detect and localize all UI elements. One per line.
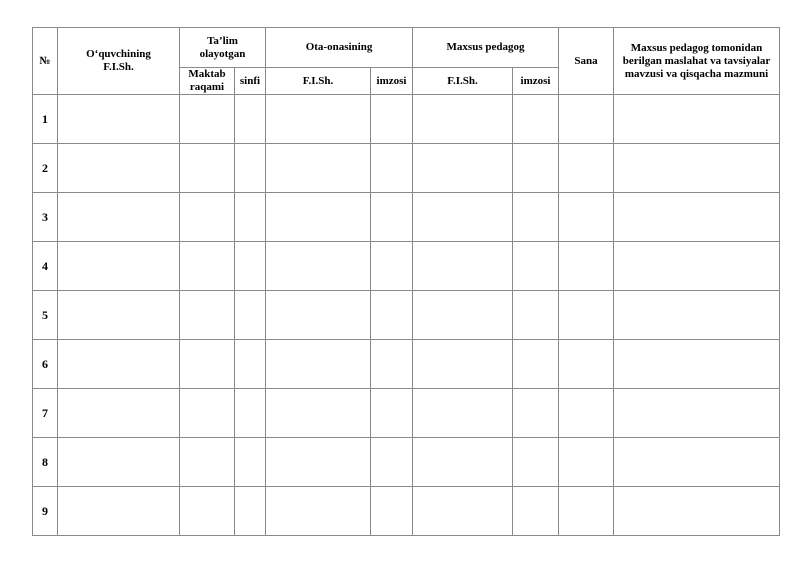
cell-class[interactable] (235, 144, 266, 193)
row-number: 5 (33, 291, 58, 340)
cell-advice[interactable] (614, 340, 780, 389)
cell-pedagogue-fish[interactable] (413, 291, 513, 340)
cell-date[interactable] (559, 291, 614, 340)
header-school-number: Maktab raqami (180, 68, 235, 95)
cell-advice[interactable] (614, 487, 780, 536)
table-row (33, 438, 780, 487)
cell-class[interactable] (235, 95, 266, 144)
header-advice: Maxsus pedagog tomonidan berilgan maslahat va tavsiyalar mavzusi va qisqacha mazmuni (614, 28, 780, 95)
cell-parent-fish[interactable] (266, 389, 371, 438)
cell-school-number[interactable] (180, 340, 235, 389)
row-number: 9 (33, 487, 58, 536)
cell-parent-fish[interactable] (266, 487, 371, 536)
table-row (33, 95, 780, 144)
cell-school-number[interactable] (180, 389, 235, 438)
cell-pedagogue-signature[interactable] (513, 389, 559, 438)
cell-parent-signature[interactable] (371, 340, 413, 389)
table-row (33, 242, 780, 291)
cell-school-number[interactable] (180, 193, 235, 242)
cell-parent-fish[interactable] (266, 340, 371, 389)
header-parent-fish: F.I.Sh. (266, 68, 371, 95)
cell-pedagogue-signature[interactable] (513, 438, 559, 487)
cell-student[interactable] (58, 242, 180, 291)
cell-advice[interactable] (614, 438, 780, 487)
cell-school-number[interactable] (180, 291, 235, 340)
row-number: 1 (33, 95, 58, 144)
cell-pedagogue-fish[interactable] (413, 242, 513, 291)
row-number: 3 (33, 193, 58, 242)
cell-parent-fish[interactable] (266, 242, 371, 291)
cell-date[interactable] (559, 438, 614, 487)
cell-date[interactable] (559, 340, 614, 389)
cell-parent-signature[interactable] (371, 389, 413, 438)
cell-parent-signature[interactable] (371, 144, 413, 193)
cell-pedagogue-signature[interactable] (513, 95, 559, 144)
cell-class[interactable] (235, 389, 266, 438)
header-parent: Ota-onasining (266, 28, 413, 68)
cell-pedagogue-fish[interactable] (413, 193, 513, 242)
table-row (33, 291, 780, 340)
cell-student[interactable] (58, 193, 180, 242)
row-number: 2 (33, 144, 58, 193)
cell-class[interactable] (235, 438, 266, 487)
cell-parent-fish[interactable] (266, 95, 371, 144)
cell-pedagogue-signature[interactable] (513, 242, 559, 291)
cell-advice[interactable] (614, 95, 780, 144)
header-number: № (33, 28, 58, 95)
cell-student[interactable] (58, 389, 180, 438)
cell-parent-fish[interactable] (266, 291, 371, 340)
cell-student[interactable] (58, 487, 180, 536)
cell-parent-fish[interactable] (266, 438, 371, 487)
header-education: Ta’lim olayotgan (180, 28, 266, 68)
cell-parent-signature[interactable] (371, 95, 413, 144)
cell-school-number[interactable] (180, 487, 235, 536)
table-row (33, 193, 780, 242)
cell-pedagogue-fish[interactable] (413, 340, 513, 389)
header-pedagogue-signature: imzosi (513, 68, 559, 95)
cell-parent-signature[interactable] (371, 242, 413, 291)
cell-class[interactable] (235, 242, 266, 291)
cell-student[interactable] (58, 340, 180, 389)
row-number: 7 (33, 389, 58, 438)
cell-pedagogue-signature[interactable] (513, 144, 559, 193)
cell-pedagogue-fish[interactable] (413, 95, 513, 144)
cell-school-number[interactable] (180, 242, 235, 291)
cell-parent-fish[interactable] (266, 193, 371, 242)
header-class: sinfi (235, 68, 266, 95)
cell-school-number[interactable] (180, 438, 235, 487)
cell-parent-signature[interactable] (371, 487, 413, 536)
consultation-log-table (32, 27, 780, 536)
row-number: 4 (33, 242, 58, 291)
cell-advice[interactable] (614, 291, 780, 340)
header-pedagogue-fish: F.I.Sh. (413, 68, 513, 95)
cell-pedagogue-signature[interactable] (513, 340, 559, 389)
table-row (33, 340, 780, 389)
cell-school-number[interactable] (180, 144, 235, 193)
cell-pedagogue-signature[interactable] (513, 193, 559, 242)
cell-advice[interactable] (614, 193, 780, 242)
cell-pedagogue-signature[interactable] (513, 487, 559, 536)
cell-parent-signature[interactable] (371, 291, 413, 340)
cell-date[interactable] (559, 389, 614, 438)
cell-class[interactable] (235, 291, 266, 340)
header-parent-signature: imzosi (371, 68, 413, 95)
cell-student[interactable] (58, 95, 180, 144)
cell-parent-fish[interactable] (266, 144, 371, 193)
header-student-name: O‘quvchining F.I.Sh. (58, 28, 180, 95)
cell-advice[interactable] (614, 389, 780, 438)
cell-date[interactable] (559, 144, 614, 193)
row-number: 8 (33, 438, 58, 487)
cell-date[interactable] (559, 487, 614, 536)
cell-pedagogue-fish[interactable] (413, 487, 513, 536)
header-date: Sana (559, 28, 614, 95)
cell-date[interactable] (559, 193, 614, 242)
table-row (33, 389, 780, 438)
cell-student[interactable] (58, 438, 180, 487)
cell-class[interactable] (235, 193, 266, 242)
row-number: 6 (33, 340, 58, 389)
table-row (33, 144, 780, 193)
cell-advice[interactable] (614, 144, 780, 193)
cell-pedagogue-fish[interactable] (413, 438, 513, 487)
cell-class[interactable] (235, 340, 266, 389)
cell-student[interactable] (58, 144, 180, 193)
cell-pedagogue-signature[interactable] (513, 291, 559, 340)
cell-class[interactable] (235, 487, 266, 536)
cell-parent-signature[interactable] (371, 193, 413, 242)
cell-pedagogue-fish[interactable] (413, 389, 513, 438)
cell-advice[interactable] (614, 242, 780, 291)
cell-student[interactable] (58, 291, 180, 340)
header-pedagogue: Maxsus pedagog (413, 28, 559, 68)
table-row (33, 487, 780, 536)
cell-school-number[interactable] (180, 95, 235, 144)
cell-parent-signature[interactable] (371, 438, 413, 487)
cell-date[interactable] (559, 242, 614, 291)
cell-date[interactable] (559, 95, 614, 144)
cell-pedagogue-fish[interactable] (413, 144, 513, 193)
